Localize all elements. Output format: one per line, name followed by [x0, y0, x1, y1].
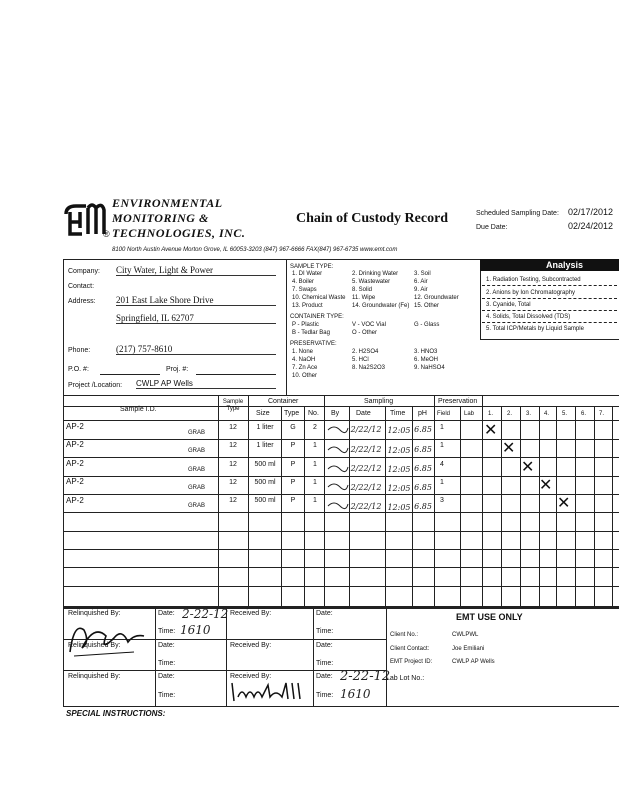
- sampling-date: 2/22/12: [350, 425, 382, 434]
- col-by: By: [331, 410, 340, 417]
- preservative-item: 2. H2SO4: [352, 349, 379, 355]
- sample-type-item: 15. Other: [414, 303, 440, 309]
- sample-type-item: 14. Groundwater (Fe): [352, 303, 410, 309]
- container-no: 1: [313, 497, 317, 504]
- sample-id: AP-2: [66, 440, 84, 449]
- project-id-value: CWLP AP Wells: [452, 659, 495, 665]
- emt-logo-mark-icon: [60, 200, 108, 238]
- emt-use-only-label: EMT USE ONLY: [456, 612, 523, 622]
- sample-type-item: 9. Air: [414, 287, 428, 293]
- sampling-time: 12:05: [387, 484, 411, 493]
- analysis-check-mark-icon: ✕: [521, 457, 535, 476]
- sample-type-value: 12: [229, 461, 237, 468]
- grab-label: GRAB: [188, 430, 206, 436]
- sample-type-value: 12: [229, 424, 237, 431]
- container-no: 1: [313, 442, 317, 449]
- analysis-col-header: 4.: [544, 411, 550, 417]
- container-type: G: [290, 424, 296, 431]
- sample-type-item: 8. Solid: [352, 287, 373, 293]
- col-size: Size: [256, 410, 270, 417]
- relinquished-by-label: Relinquished By:: [68, 673, 121, 680]
- relinquished-by-label: Relinquished By:: [68, 610, 121, 617]
- scheduled-date-value: 02/17/2012: [568, 207, 614, 217]
- container-type: P: [290, 497, 296, 504]
- date-label: Date:: [158, 610, 175, 617]
- client-code-label: Client No.:: [390, 632, 419, 638]
- ph-value: 6.85: [414, 445, 432, 454]
- preservative-item: 3. HNO3: [414, 349, 438, 355]
- sample-type-heading: SAMPLE TYPE:: [290, 264, 334, 270]
- container-type: P: [290, 442, 296, 449]
- container-type-item: G - Glass: [414, 322, 440, 328]
- emt-logo: [60, 200, 108, 238]
- analysis-item: 1. Radiation Testing, Subcontracted: [486, 277, 581, 283]
- sampling-time: 12:05: [387, 503, 411, 512]
- field-preservation: 4: [440, 461, 444, 468]
- sample-type-item: 7. Swaps: [292, 287, 317, 293]
- analysis-item: 5. Total ICP/Metals by Liquid Sample: [486, 326, 584, 332]
- received-by-label: Received By:: [230, 610, 272, 617]
- sampling-date: 2/22/12: [350, 445, 382, 454]
- col-time: Time: [390, 410, 406, 417]
- time-label: Time:: [316, 692, 334, 699]
- sampler-initials-marks: [324, 420, 350, 512]
- date-label: Date:: [316, 610, 333, 617]
- col-sample-id: Sample I.D.: [120, 406, 157, 413]
- container-type-item: V - VOC Vial: [352, 322, 386, 328]
- grab-label: GRAB: [188, 485, 206, 491]
- time-label: Time:: [316, 628, 334, 635]
- company-name-line-1: ENVIRONMENTAL: [112, 196, 223, 210]
- container-no: 1: [313, 461, 317, 468]
- ph-value: 6.85: [414, 464, 432, 473]
- client-contact-value: Joe Emiliani: [452, 646, 485, 652]
- date-value-3: 2-22-12: [340, 669, 391, 684]
- date-label: Date:: [158, 642, 175, 649]
- preservative-item: 5. HCl: [352, 357, 369, 363]
- container-type: P: [290, 461, 296, 468]
- sample-type-value: 12: [229, 497, 237, 504]
- grab-label: GRAB: [188, 503, 206, 509]
- sample-type-item: 6. Air: [414, 279, 428, 285]
- container-no: 2: [313, 424, 317, 431]
- project-location-value: CWLP AP Wells: [136, 380, 276, 389]
- scheduled-date-label: Scheduled Sampling Date:: [476, 210, 559, 217]
- col-type: Type: [284, 410, 300, 417]
- received-by-label: Received By:: [230, 642, 272, 649]
- analysis-item: 3. Cyanide, Total: [486, 302, 531, 308]
- sample-id: AP-2: [66, 459, 84, 468]
- sample-type-item: 10. Chemical Waste: [292, 295, 346, 301]
- col-no: No.: [308, 410, 319, 417]
- container-size: 1 liter: [256, 442, 274, 449]
- preservative-heading: PRESERVATIVE:: [290, 341, 337, 347]
- document-title: Chain of Custody Record: [296, 211, 449, 226]
- analysis-col-header: 1.: [488, 411, 494, 417]
- relinquished-by-label: Relinquished By:: [68, 642, 121, 649]
- analysis-item: 2. Anions by Ion Chromatography: [486, 290, 576, 296]
- received-by-label: Received By:: [230, 673, 272, 680]
- time-label: Time:: [316, 660, 334, 667]
- contact-label: Contact:: [68, 283, 95, 290]
- container-type-heading: CONTAINER TYPE:: [290, 314, 344, 320]
- col-date: Date: [356, 410, 371, 417]
- analysis-check-mark-icon: ✕: [539, 475, 553, 494]
- container-size: 500 ml: [254, 479, 276, 486]
- company-name-line-2: MONITORING &: [112, 211, 209, 225]
- received-signature: [228, 677, 310, 705]
- field-preservation: 1: [440, 479, 444, 486]
- client-code-value: CWLPWL: [452, 632, 479, 638]
- ph-value: 6.85: [414, 425, 432, 434]
- preservative-item: 8. Na2S2O3: [352, 365, 386, 371]
- analysis-col-header: 5.: [562, 411, 568, 417]
- analysis-col-header: 3.: [526, 411, 532, 417]
- sample-type-item: 11. Wipe: [352, 295, 376, 301]
- container-size: 1 liter: [256, 424, 274, 431]
- preservative-item: 4. NaOH: [292, 357, 316, 363]
- analysis-check-mark-icon: ✕: [502, 438, 516, 457]
- col-ph: pH: [418, 410, 427, 417]
- col-lab: Lab: [464, 411, 475, 417]
- sampling-time: 12:05: [387, 446, 411, 455]
- date-label: Date:: [158, 673, 175, 680]
- sampling-date: 2/22/12: [350, 483, 382, 492]
- time-value-1: 1610: [180, 623, 211, 637]
- sample-type-item: 1. DI Water: [292, 271, 323, 277]
- analysis-col-header: 7.: [599, 411, 605, 417]
- analysis-check-mark-icon: ✕: [557, 493, 571, 512]
- phone-value: (217) 757-8610: [116, 345, 276, 355]
- sample-type-item: 5. Wastewater: [352, 279, 391, 285]
- grab-label: GRAB: [188, 448, 206, 454]
- container-type: P: [290, 479, 296, 486]
- po-label: P.O. #:: [68, 366, 89, 373]
- ph-value: 6.85: [414, 483, 432, 492]
- field-preservation: 1: [440, 424, 444, 431]
- relinquished-signature: [64, 612, 154, 660]
- project-id-label: EMT Project ID:: [390, 659, 433, 665]
- preservative-item: 10. Other: [292, 373, 318, 379]
- registered-mark: ®: [103, 229, 110, 239]
- analysis-col-header: 6.: [581, 411, 587, 417]
- analysis-col-header: 2.: [507, 411, 513, 417]
- company-value: City Water, Light & Power: [116, 266, 276, 276]
- special-instructions-label: SPECIAL INSTRUCTIONS:: [66, 709, 166, 718]
- sampling-time: 12:05: [387, 426, 411, 435]
- due-date-label: Due Date:: [476, 224, 508, 231]
- date-value-1: 2-22-12: [182, 607, 229, 621]
- sample-id: AP-2: [66, 496, 84, 505]
- client-contact-label: Client Contact:: [390, 646, 430, 652]
- sampling-date: 2/22/12: [350, 464, 382, 473]
- container-no: 1: [313, 479, 317, 486]
- date-label: Date:: [316, 642, 333, 649]
- sample-type-item: 12. Groundwater: [414, 295, 459, 301]
- col-container: Container: [268, 398, 299, 405]
- container-type-item: P - Plastic: [292, 322, 319, 328]
- preservative-item: 1. None: [292, 349, 314, 355]
- container-size: 500 ml: [254, 461, 276, 468]
- address-line-1: 201 East Lake Shore Drive: [116, 296, 276, 306]
- sample-type-value: 12: [229, 479, 237, 486]
- time-value-3: 1610: [340, 687, 371, 701]
- sample-type-item: 13. Product: [292, 303, 323, 309]
- col-sampling: Sampling: [364, 398, 394, 405]
- sampling-time: 12:05: [387, 465, 411, 474]
- col-sample-type: Sample Type: [222, 399, 244, 413]
- proj-label: Proj. #:: [166, 366, 189, 373]
- sample-id: AP-2: [66, 422, 84, 431]
- analysis-item: 4. Solids, Total Dissolved (TDS): [486, 314, 571, 320]
- col-preservation: Preservation: [438, 398, 478, 405]
- container-type-item: B - Tedlar Bag: [292, 330, 330, 336]
- address-line-2: Springfield, IL 62707: [116, 314, 276, 324]
- time-label: Time:: [158, 692, 176, 699]
- preservative-item: 9. NaHSO4: [414, 365, 445, 371]
- phone-label: Phone:: [68, 347, 91, 354]
- sample-type-item: 4. Boiler: [292, 279, 315, 285]
- sample-id: AP-2: [66, 477, 84, 486]
- company-label: Company:: [68, 268, 100, 275]
- analysis-check-mark-icon: ✕: [484, 420, 498, 439]
- sample-type-value: 12: [229, 442, 237, 449]
- project-location-label: Project /Location:: [68, 382, 123, 389]
- grab-label: GRAB: [188, 467, 206, 473]
- time-label: Time:: [158, 628, 176, 635]
- sampling-date: 2/22/12: [350, 502, 382, 511]
- container-type-item: O - Other: [352, 330, 378, 336]
- col-field: Field: [437, 411, 451, 417]
- lab-lot-label: Lab Lot No.:: [386, 675, 425, 682]
- company-address-line: 8100 North Austin Avenue Morton Grove, IL 60053-3203 (847) 967-6666 FAX(847) 967-6735 www.emt.com: [112, 247, 398, 253]
- due-date-value: 02/24/2012: [568, 221, 614, 231]
- date-label: Date:: [316, 673, 333, 680]
- time-label: Time:: [158, 660, 176, 667]
- preservative-item: 6. MeOH: [414, 357, 439, 363]
- preservative-item: 7. Zn Ace: [292, 365, 318, 371]
- sample-type-item: 3. Soil: [414, 271, 431, 277]
- sample-type-item: 2. Drinking Water: [352, 271, 399, 277]
- analysis-heading: Analysis: [546, 260, 584, 270]
- field-preservation: 3: [440, 497, 444, 504]
- address-label: Address:: [68, 298, 96, 305]
- container-size: 500 ml: [254, 497, 276, 504]
- company-name-line-3: TECHNOLOGIES, INC.: [112, 226, 246, 240]
- field-preservation: 1: [440, 442, 444, 449]
- ph-value: 6.85: [414, 502, 432, 511]
